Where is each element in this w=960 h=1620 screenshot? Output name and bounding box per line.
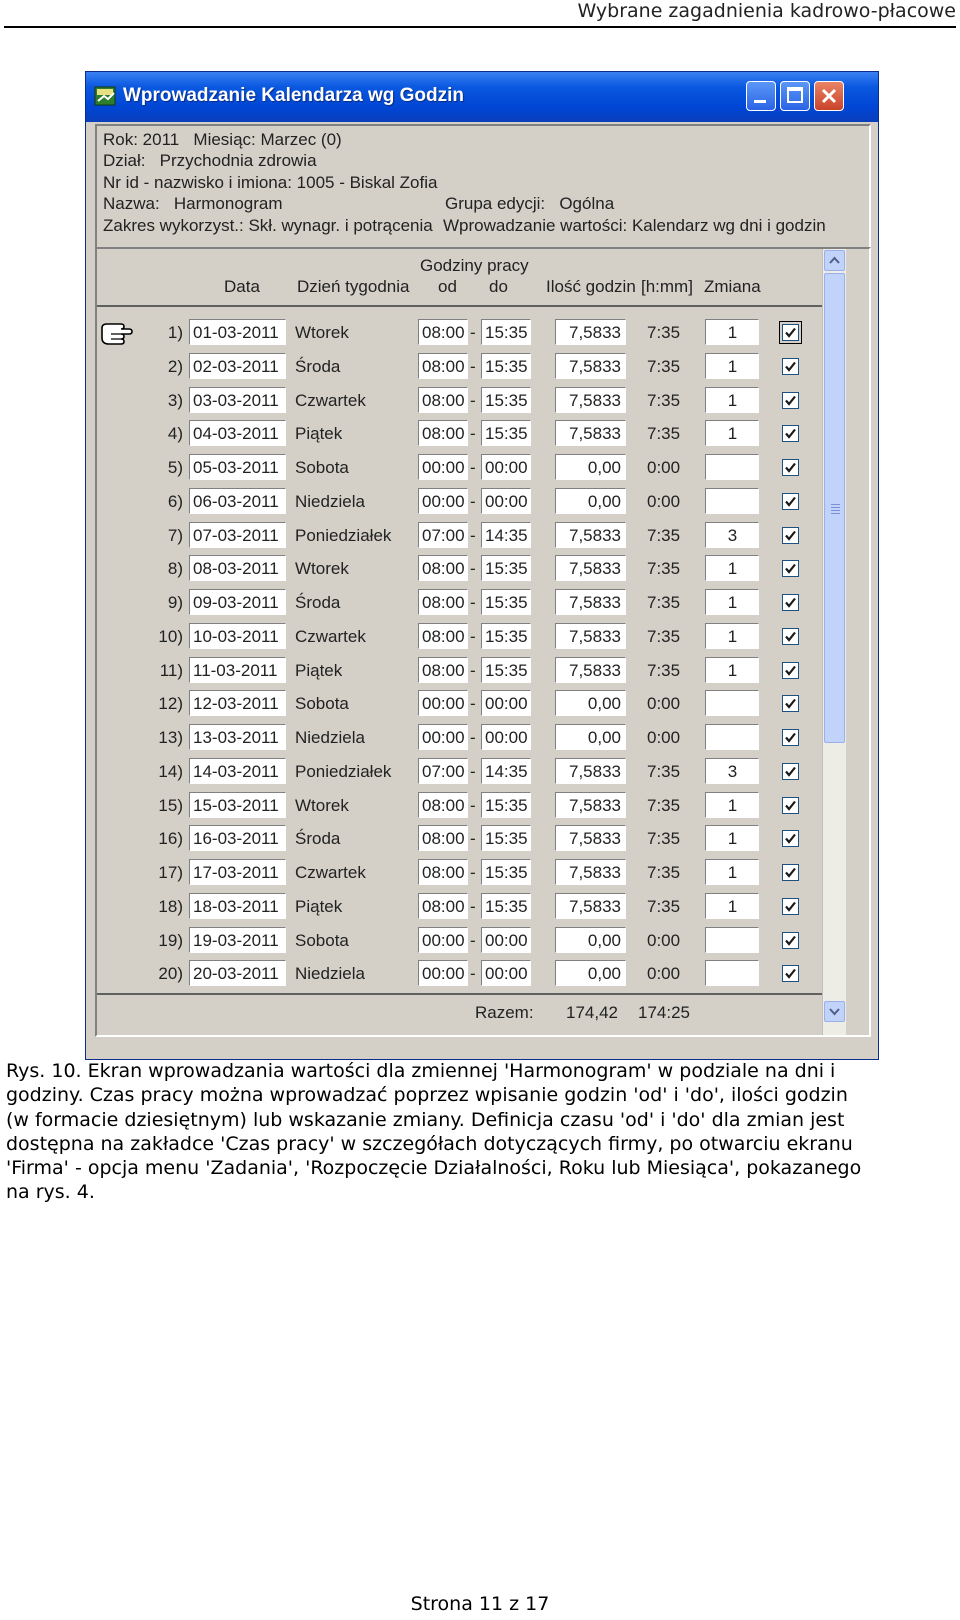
time-to-field[interactable]: 00:00 [481, 690, 531, 716]
weekday-label: Sobota [295, 930, 349, 950]
hours-decimal-field[interactable]: 7,5833 [555, 387, 626, 413]
time-to-field[interactable]: 15:35 [481, 555, 531, 581]
time-to-field[interactable]: 15:35 [481, 792, 531, 818]
total-label: Razem: [475, 1003, 534, 1022]
time-range-dash: - [470, 390, 476, 410]
weekday-label: Środa [295, 356, 341, 376]
row-checkbox[interactable] [782, 830, 799, 847]
time-from-field[interactable]: 00:00 [418, 960, 468, 986]
hours-hmm-value: 7:35 [647, 626, 681, 646]
date-field[interactable]: 13-03-2011 [189, 724, 286, 750]
column-header-shift: Zmiana [704, 277, 761, 296]
shift-field[interactable] [705, 960, 759, 986]
time-from-field[interactable]: 08:00 [418, 319, 468, 345]
row-number: 7) [167, 525, 183, 545]
scroll-up-button[interactable] [824, 250, 845, 271]
shift-field[interactable] [705, 454, 759, 480]
date-field[interactable]: 09-03-2011 [189, 589, 286, 615]
table-row [97, 521, 822, 551]
hours-hmm-value: 0:00 [647, 964, 681, 984]
time-to-field[interactable]: 15:35 [481, 353, 531, 379]
time-from-field[interactable]: 07:00 [418, 522, 468, 548]
hours-decimal-field[interactable]: 7,5833 [555, 319, 626, 345]
check-icon [784, 529, 797, 542]
time-range-dash: - [470, 761, 476, 781]
check-icon [784, 934, 797, 947]
shift-field[interactable] [705, 724, 759, 750]
hours-decimal-field[interactable]: 7,5833 [555, 825, 626, 851]
date-field[interactable]: 17-03-2011 [189, 859, 286, 885]
minimize-button[interactable] [746, 81, 776, 111]
time-from-field[interactable]: 08:00 [418, 893, 468, 919]
info-input-mode: Wprowadzanie wartości: Kalendarz wg dni i godzin [443, 216, 826, 235]
maximize-button[interactable] [780, 81, 810, 111]
close-button[interactable] [814, 81, 844, 111]
row-checkbox[interactable] [782, 459, 799, 476]
column-header-work-hours: Godziny pracy [420, 256, 529, 275]
shift-field[interactable]: 1 [705, 555, 759, 581]
date-field[interactable]: 03-03-2011 [189, 387, 286, 413]
weekday-label: Wtorek [295, 323, 349, 342]
weekday-label: Piątek [295, 424, 343, 444]
hours-decimal-field[interactable]: 7,5833 [555, 758, 626, 784]
date-field[interactable]: 20-03-2011 [189, 960, 286, 986]
check-icon [784, 697, 797, 710]
weekday-label: Wtorek [295, 795, 349, 815]
time-range-dash: - [470, 491, 476, 511]
hours-decimal-field[interactable]: 0,00 [555, 454, 626, 480]
weekday-label: Niedziela [295, 491, 365, 511]
row-checkbox[interactable] [782, 628, 799, 645]
time-range-dash: - [470, 323, 476, 342]
row-checkbox[interactable] [782, 898, 799, 915]
shift-field[interactable]: 1 [705, 353, 759, 379]
row-checkbox[interactable] [782, 695, 799, 712]
row-number: 12) [158, 694, 183, 714]
row-checkbox[interactable] [782, 527, 799, 544]
title-bar[interactable] [86, 72, 878, 122]
check-icon [784, 967, 797, 980]
shift-field[interactable]: 1 [705, 859, 759, 885]
hours-decimal-field[interactable]: 7,5833 [555, 589, 626, 615]
calendar-window [85, 71, 879, 1060]
calendar-grid [95, 247, 871, 1037]
row-checkbox[interactable] [782, 425, 799, 442]
row-number: 20) [158, 964, 183, 984]
row-number: 8) [167, 559, 183, 579]
weekday-label: Niedziela [295, 728, 365, 747]
time-range-dash: - [470, 896, 476, 916]
time-to-field[interactable]: 00:00 [481, 488, 531, 514]
hours-hmm-value: 7:35 [647, 559, 681, 579]
check-icon [784, 731, 797, 744]
check-icon [784, 360, 797, 373]
row-checkbox[interactable] [782, 493, 799, 510]
check-icon [784, 495, 797, 508]
table-row [97, 487, 822, 517]
shift-field[interactable]: 1 [705, 589, 759, 615]
date-field[interactable]: 12-03-2011 [189, 690, 286, 716]
shift-field[interactable]: 1 [705, 623, 759, 649]
page-header: Wybrane zagadnienia kadrowo-płacowe [577, 0, 956, 22]
time-range-dash: - [470, 930, 476, 950]
hours-hmm-value: 7:35 [647, 424, 681, 444]
shift-field[interactable] [705, 927, 759, 953]
time-to-field[interactable]: 00:00 [481, 927, 531, 953]
weekday-label: Piątek [295, 896, 343, 916]
weekday-label: Piątek [295, 660, 343, 680]
time-from-field[interactable]: 08:00 [418, 589, 468, 615]
row-number: 15) [158, 795, 183, 815]
info-department: Dział: Przychodnia zdrowia [103, 151, 317, 170]
shift-field[interactable]: 1 [705, 387, 759, 413]
check-icon [784, 630, 797, 643]
time-from-field[interactable]: 08:00 [418, 387, 468, 413]
hours-hmm-value: 7:35 [647, 660, 681, 680]
weekday-label: Niedziela [295, 964, 365, 984]
time-to-field[interactable]: 15:35 [481, 657, 531, 683]
time-range-dash: - [470, 728, 476, 747]
time-range-dash: - [470, 593, 476, 612]
time-from-field[interactable]: 08:00 [418, 353, 468, 379]
check-icon [784, 832, 797, 845]
shift-field[interactable] [705, 690, 759, 716]
shift-field[interactable] [705, 488, 759, 514]
hours-decimal-field[interactable]: 0,00 [555, 927, 626, 953]
row-checkbox[interactable] [782, 560, 799, 577]
table-row [97, 824, 822, 854]
weekday-label: Poniedziałek [295, 525, 392, 545]
weekday-label: Sobota [295, 458, 349, 477]
column-header-date: Data [224, 277, 260, 296]
figure-caption: Rys. 10. Ekran wprowadzania wartości dla zmiennej 'Harmonogram' w podziale na dni i godziny. Czas pracy można wprowadzać poprzez wpisanie godzin 'od' i 'do', ilości godzin (w formacie dziesiętnym) lub wskazanie zmiany. Definicja czasu 'od' i 'do' dla zmian jest dostępna na zakładce 'Czas pracy' w szczegółach dotyczących firmy, po otwarciu ekranu 'Firma' - opcja menu 'Zadania', 'Rozpoczęcie Działalności, Roku lub Miesiąca', pokazanego na rys. 4. [6, 1060, 862, 1204]
time-from-field[interactable]: 00:00 [418, 724, 468, 750]
date-field[interactable]: 08-03-2011 [189, 555, 286, 581]
info-edit-group: Grupa edycji: Ogólna [445, 194, 615, 213]
time-from-field[interactable]: 00:00 [418, 927, 468, 953]
time-to-field[interactable]: 15:35 [481, 859, 531, 885]
check-icon [784, 427, 797, 440]
shift-field[interactable]: 1 [705, 893, 759, 919]
time-range-dash: - [470, 829, 476, 849]
row-number: 17) [158, 863, 183, 882]
time-range-dash: - [470, 660, 476, 680]
time-from-field[interactable]: 08:00 [418, 825, 468, 851]
weekday-label: Sobota [295, 694, 349, 714]
hours-decimal-field[interactable]: 7,5833 [555, 792, 626, 818]
hours-decimal-field[interactable]: 0,00 [555, 960, 626, 986]
weekday-label: Czwartek [295, 390, 366, 410]
time-from-field[interactable]: 08:00 [418, 657, 468, 683]
time-to-field[interactable]: 14:35 [481, 522, 531, 548]
time-range-dash: - [470, 964, 476, 984]
scroll-down-button[interactable] [824, 1001, 845, 1022]
date-field[interactable]: 16-03-2011 [189, 825, 286, 851]
row-number: 11) [159, 660, 183, 680]
column-header-hours-count: Ilość godzin [546, 277, 636, 296]
time-range-dash: - [470, 795, 476, 815]
hours-hmm-value: 7:35 [647, 863, 681, 882]
row-number: 9) [167, 593, 183, 612]
date-field[interactable]: 19-03-2011 [189, 927, 286, 953]
table-row [97, 453, 822, 483]
check-icon [784, 799, 797, 812]
column-header-hmm: [h:mm] [641, 277, 693, 296]
table-row [97, 622, 822, 652]
row-checkbox[interactable] [782, 392, 799, 409]
check-icon [784, 596, 797, 609]
check-icon [784, 765, 797, 778]
time-range-dash: - [470, 863, 476, 882]
time-from-field[interactable]: 00:00 [418, 454, 468, 480]
hours-hmm-value: 0:00 [647, 694, 681, 714]
row-number: 18) [158, 896, 183, 916]
table-row [97, 386, 822, 416]
time-to-field[interactable]: 00:00 [481, 724, 531, 750]
row-number: 10) [158, 626, 183, 646]
hours-decimal-field[interactable]: 7,5833 [555, 623, 626, 649]
hours-decimal-field[interactable]: 7,5833 [555, 555, 626, 581]
hours-decimal-field[interactable]: 0,00 [555, 488, 626, 514]
time-to-field[interactable]: 15:35 [481, 420, 531, 446]
row-checkbox[interactable] [782, 358, 799, 375]
table-row [97, 757, 822, 787]
hours-hmm-value: 0:00 [647, 728, 681, 747]
info-employee: Nr id - nazwisko i imiona: 1005 - Biskal Zofia [103, 173, 438, 192]
footer-separator [97, 993, 822, 995]
shift-field[interactable]: 1 [705, 657, 759, 683]
hours-hmm-value: 7:35 [647, 593, 681, 612]
row-checkbox[interactable] [782, 797, 799, 814]
time-range-dash: - [470, 356, 476, 376]
time-to-field[interactable]: 15:35 [481, 825, 531, 851]
window-title: Wprowadzanie Kalendarza wg Godzin [123, 85, 464, 106]
check-icon [784, 461, 797, 474]
table-row [97, 892, 822, 922]
hours-hmm-value: 0:00 [647, 930, 681, 950]
row-number: 2) [167, 356, 183, 376]
hours-decimal-field[interactable]: 0,00 [555, 724, 626, 750]
header-separator [97, 305, 822, 307]
minimize-icon [747, 82, 775, 110]
table-row [97, 419, 822, 449]
total-decimal: 174,42 [566, 1003, 618, 1022]
time-to-field[interactable]: 15:35 [481, 589, 531, 615]
close-icon [815, 82, 843, 110]
hours-decimal-field[interactable]: 7,5833 [555, 657, 626, 683]
table-row [97, 318, 822, 348]
hours-hmm-value: 7:35 [647, 525, 681, 545]
time-from-field[interactable]: 08:00 [418, 555, 468, 581]
time-range-dash: - [470, 559, 476, 579]
shift-field[interactable]: 3 [705, 522, 759, 548]
date-field[interactable]: 18-03-2011 [189, 893, 286, 919]
hours-hmm-value: 0:00 [647, 491, 681, 511]
time-from-field[interactable]: 00:00 [418, 690, 468, 716]
row-checkbox[interactable] [782, 763, 799, 780]
row-checkbox[interactable] [782, 662, 799, 679]
row-checkbox[interactable] [782, 864, 799, 881]
hours-hmm-value: 0:00 [647, 458, 681, 477]
row-checkbox[interactable] [782, 965, 799, 982]
weekday-label: Poniedziałek [295, 761, 392, 781]
row-number: 19) [158, 930, 183, 950]
row-checkbox[interactable] [782, 729, 799, 746]
hours-decimal-field[interactable]: 7,5833 [555, 420, 626, 446]
hours-hmm-value: 7:35 [647, 795, 681, 815]
check-icon [784, 900, 797, 913]
hours-hmm-value: 7:35 [647, 390, 681, 410]
table-row [97, 858, 822, 888]
info-name: Nazwa: Harmonogram [103, 194, 283, 213]
row-number: 5) [167, 458, 183, 477]
hours-hmm-value: 7:35 [647, 829, 681, 849]
shift-field[interactable]: 1 [705, 792, 759, 818]
column-header-to: do [489, 277, 508, 296]
check-icon [784, 866, 797, 879]
row-number: 3) [167, 390, 183, 410]
table-row [97, 656, 822, 686]
date-field[interactable]: 04-03-2011 [189, 420, 286, 446]
time-range-dash: - [470, 424, 476, 444]
date-field[interactable]: 01-03-2011 [189, 319, 286, 345]
scroll-thumb[interactable] [824, 273, 845, 743]
row-pointer-icon [99, 314, 139, 350]
date-field[interactable]: 07-03-2011 [189, 522, 286, 548]
table-row [97, 926, 822, 956]
check-icon [784, 394, 797, 407]
time-from-field[interactable]: 08:00 [418, 792, 468, 818]
hours-decimal-field[interactable]: 7,5833 [555, 893, 626, 919]
shift-field[interactable]: 3 [705, 758, 759, 784]
time-from-field[interactable]: 07:00 [418, 758, 468, 784]
column-header-from: od [438, 277, 457, 296]
row-number: 16) [158, 829, 183, 849]
time-to-field[interactable]: 15:35 [481, 387, 531, 413]
row-number: 14) [158, 761, 183, 781]
chevron-up-icon [825, 251, 844, 270]
shift-field[interactable]: 1 [705, 825, 759, 851]
date-field[interactable]: 02-03-2011 [189, 353, 286, 379]
chevron-down-icon [825, 1002, 844, 1021]
row-checkbox[interactable] [782, 594, 799, 611]
date-field[interactable]: 15-03-2011 [189, 792, 286, 818]
weekday-label: Czwartek [295, 863, 366, 882]
row-number: 4) [167, 424, 183, 444]
weekday-label: Środa [295, 829, 341, 849]
hours-decimal-field[interactable]: 7,5833 [555, 522, 626, 548]
time-from-field[interactable]: 00:00 [418, 488, 468, 514]
date-field[interactable]: 05-03-2011 [189, 454, 286, 480]
time-from-field[interactable]: 08:00 [418, 859, 468, 885]
info-year-month: Rok: 2011 Miesiąc: Marzec (0) [103, 130, 342, 149]
hours-decimal-field[interactable]: 0,00 [555, 690, 626, 716]
time-range-dash: - [470, 458, 476, 477]
row-number: 1) [167, 323, 183, 342]
date-field[interactable]: 06-03-2011 [189, 488, 286, 514]
time-from-field[interactable]: 08:00 [418, 420, 468, 446]
weekday-label: Czwartek [295, 626, 366, 646]
shift-field[interactable]: 1 [705, 319, 759, 345]
shift-field[interactable]: 1 [705, 420, 759, 446]
check-icon [784, 562, 797, 575]
time-range-dash: - [470, 626, 476, 646]
date-field[interactable]: 14-03-2011 [189, 758, 286, 784]
info-usage-scope: Zakres wykorzyst.: Skł. wynagr. i potrącenia [103, 216, 433, 235]
time-to-field[interactable]: 14:35 [481, 758, 531, 784]
table-row [97, 959, 822, 989]
time-to-field[interactable]: 15:35 [481, 623, 531, 649]
time-from-field[interactable]: 08:00 [418, 623, 468, 649]
hours-decimal-field[interactable]: 7,5833 [555, 353, 626, 379]
table-row [97, 554, 822, 584]
time-to-field[interactable]: 15:35 [481, 319, 531, 345]
page-number: Strona 11 z 17 [410, 1593, 550, 1615]
hours-hmm-value: 7:35 [647, 896, 681, 916]
hours-decimal-field[interactable]: 7,5833 [555, 859, 626, 885]
hours-hmm-value: 7:35 [647, 356, 681, 376]
app-icon [94, 85, 118, 109]
table-row [97, 791, 822, 821]
check-icon [784, 664, 797, 677]
table-row [97, 689, 822, 719]
vertical-scrollbar[interactable] [822, 249, 846, 1035]
date-field[interactable]: 11-03-2011 [189, 657, 286, 683]
table-row [97, 723, 822, 753]
time-to-field[interactable]: 00:00 [481, 960, 531, 986]
weekday-label: Wtorek [295, 559, 349, 579]
time-range-dash: - [470, 694, 476, 714]
check-icon [784, 326, 797, 339]
time-to-field[interactable]: 15:35 [481, 893, 531, 919]
page-header-rule [4, 26, 956, 28]
table-row [97, 588, 822, 618]
maximize-icon [781, 82, 809, 110]
hours-hmm-value: 7:35 [647, 323, 681, 342]
total-hmm: 174:25 [638, 1003, 690, 1022]
row-number: 13) [158, 728, 183, 747]
time-to-field[interactable]: 00:00 [481, 454, 531, 480]
date-field[interactable]: 10-03-2011 [189, 623, 286, 649]
column-header-weekday: Dzień tygodnia [297, 277, 410, 296]
row-checkbox[interactable] [782, 932, 799, 949]
time-range-dash: - [470, 525, 476, 545]
row-number: 6) [167, 491, 183, 511]
row-checkbox[interactable] [782, 324, 799, 341]
weekday-label: Środa [295, 593, 341, 612]
hours-hmm-value: 7:35 [647, 761, 681, 781]
table-row [97, 352, 822, 382]
